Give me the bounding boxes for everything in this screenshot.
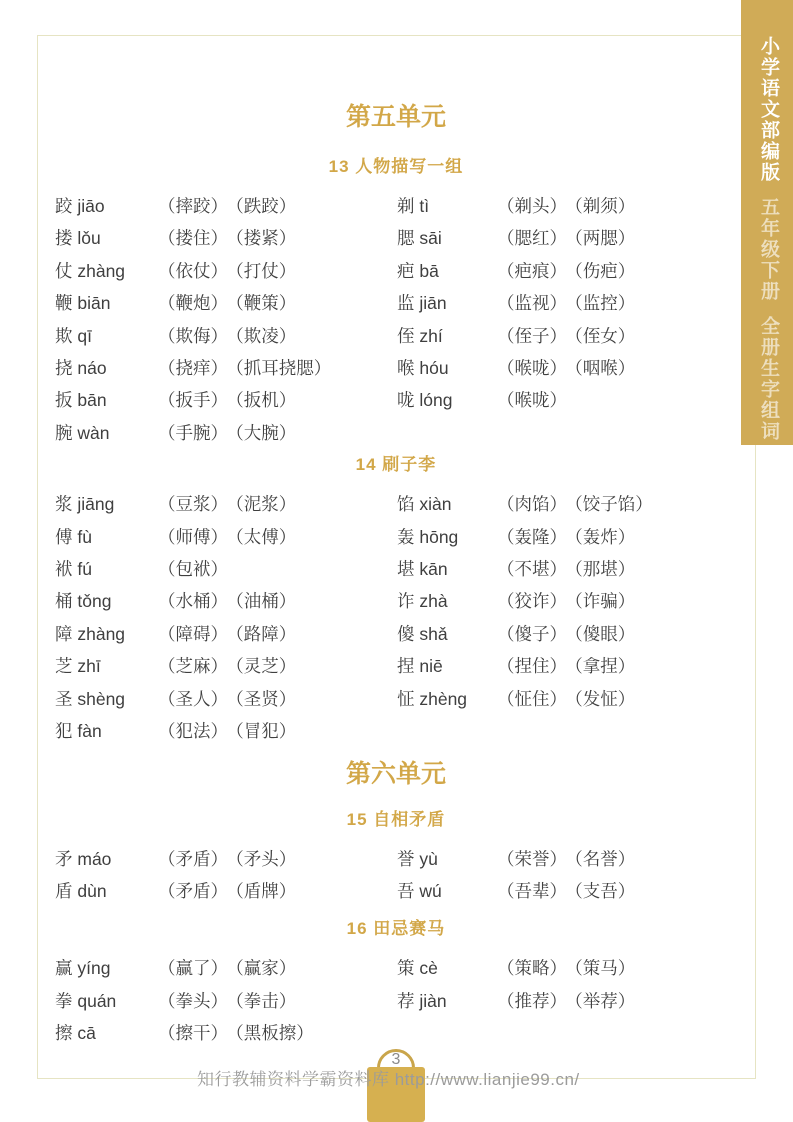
entry-word-group: （名誉）: [574, 848, 636, 869]
entry-pinyin: jiàn: [414, 990, 447, 1011]
entry-words: [497, 261, 642, 281]
entry-label: [397, 585, 497, 617]
entry-word-group: （矛盾）: [158, 848, 228, 869]
section-16-header: 16 田忌赛马: [346, 919, 446, 939]
entry-words: [497, 624, 642, 644]
entry-word-group: （赢家）: [235, 958, 297, 979]
vocab-entry: [397, 352, 755, 384]
entry-words: [158, 196, 303, 216]
entry-character: 吾: [397, 880, 415, 901]
entry-pinyin: shèng: [72, 688, 126, 709]
entry-word-group: （冒犯）: [235, 721, 297, 742]
entry-word-group: （泥浆）: [235, 494, 297, 515]
entry-label: [397, 618, 497, 650]
sidebar-grade-label: 五年级下册: [758, 197, 779, 302]
entry-pinyin: kān: [414, 559, 448, 580]
entry-word-group: （推荐）: [497, 990, 567, 1011]
entry-label: [55, 683, 158, 715]
unit-5-title: 第五单元: [345, 103, 446, 131]
entry-character: 仗: [55, 260, 73, 281]
entry-pinyin: zhà: [414, 591, 448, 612]
entry-word-group: （怔住）: [497, 688, 567, 709]
sidebar-edition-label: 小学语文部编版: [758, 36, 779, 183]
entry-word-group: （侄女）: [574, 325, 636, 346]
entry-character: 监: [397, 293, 415, 314]
vocab-entry: [397, 985, 755, 1017]
vocab-entry: [397, 222, 755, 254]
entry-words: [497, 390, 574, 410]
vocab-entry: [55, 384, 397, 416]
entry-label: [55, 650, 158, 682]
entry-words: [497, 228, 642, 248]
entry-character: 轰: [397, 526, 415, 547]
entry-character: 欺: [55, 325, 73, 346]
entry-word-group: （举荐）: [574, 990, 636, 1011]
entry-label: [55, 553, 158, 585]
entry-character: 犯: [55, 721, 73, 742]
entry-word-group: （打仗）: [235, 260, 297, 281]
entry-word-group: （跌跤）: [235, 196, 297, 216]
entry-word-group: （矛盾）: [158, 880, 228, 901]
entry-word-group: （拳头）: [158, 990, 228, 1011]
entry-label: [55, 715, 158, 747]
entry-label: [55, 521, 158, 553]
entry-word-group: （咽喉）: [574, 358, 636, 379]
entry-label: [55, 255, 158, 287]
vocab-column-left: [55, 488, 397, 747]
entry-pinyin: yíng: [72, 958, 111, 979]
entry-character: 浆: [55, 494, 73, 515]
entry-label: [55, 320, 158, 352]
entry-pinyin: tǒng: [72, 591, 112, 612]
entry-word-group: （抓耳挠腮）: [235, 358, 332, 379]
vocab-entry: [397, 190, 755, 222]
entry-character: 腕: [55, 422, 73, 443]
entry-word-group: （犯法）: [158, 721, 228, 742]
entry-word-group: （水桶）: [158, 591, 228, 612]
entry-label: [55, 417, 158, 449]
entry-label: [397, 384, 497, 416]
entry-pinyin: zhàng: [72, 623, 126, 644]
entry-character: 咙: [397, 390, 415, 411]
entry-words: [158, 991, 303, 1011]
entry-word-group: （狡诈）: [497, 591, 567, 612]
vocab-entry: [397, 618, 755, 650]
entry-word-group: （监视）: [497, 293, 567, 314]
page-number: 3: [391, 1051, 401, 1068]
entry-words: [497, 881, 642, 901]
entry-word-group: （油桶）: [235, 591, 297, 612]
section-14-header: 14 刷子李: [355, 455, 437, 475]
entry-word-group: （路障）: [235, 623, 297, 644]
entry-word-group: （侄子）: [497, 325, 567, 346]
entry-character: 盾: [55, 880, 73, 901]
vocab-entry: [397, 553, 755, 585]
entry-pinyin: zhèng: [414, 688, 468, 709]
section-14-body: [37, 488, 755, 747]
entry-word-group: （扳手）: [158, 390, 228, 411]
vocab-entry: [55, 255, 397, 287]
vocab-entry: [397, 384, 755, 416]
section-16-body: [37, 952, 755, 1049]
entry-pinyin: náo: [72, 358, 107, 379]
vocab-entry: [397, 683, 755, 715]
entry-word-group: （芝麻）: [158, 656, 228, 677]
entry-words: [158, 527, 303, 547]
entry-pinyin: lóng: [414, 390, 453, 411]
entry-label: [55, 952, 158, 984]
vocab-column-left: [55, 843, 397, 908]
entry-word-group: （搂住）: [158, 228, 228, 249]
entry-pinyin: wàn: [72, 422, 110, 443]
entry-words: [158, 849, 303, 869]
entry-character: 誉: [397, 848, 415, 869]
entry-word-group: （包袱）: [158, 559, 228, 580]
entry-words: [158, 1023, 321, 1043]
vocab-entry: [397, 875, 755, 907]
vocab-entry: [55, 875, 397, 907]
entry-label: [397, 843, 497, 875]
entry-pinyin: máo: [72, 848, 112, 869]
entry-word-group: （傻眼）: [574, 623, 636, 644]
vocab-entry: [55, 521, 397, 553]
entry-pinyin: cè: [414, 958, 438, 979]
entry-label: [397, 875, 497, 907]
entry-words: [497, 849, 642, 869]
vocab-entry: [397, 488, 755, 520]
section-15-header: 15 自相矛盾: [346, 809, 446, 829]
entry-character: 拳: [55, 990, 73, 1011]
vocab-column-right: [397, 843, 755, 908]
entry-words: [158, 293, 303, 313]
entry-pinyin: zhī: [72, 656, 101, 677]
entry-pinyin: zhí: [414, 325, 443, 346]
entry-label: [397, 222, 497, 254]
entry-words: [497, 656, 642, 676]
entry-character: 侄: [397, 325, 415, 346]
vocab-column-right: [397, 952, 755, 1049]
entry-word-group: （荣誉）: [497, 848, 567, 869]
vocab-content: [37, 35, 755, 1050]
entry-word-group: （矛头）: [235, 848, 297, 869]
entry-character: 赢: [55, 958, 73, 979]
entry-word-group: （吾辈）: [497, 880, 567, 901]
entry-word-group: （豆浆）: [158, 494, 228, 515]
vocab-entry: [397, 521, 755, 553]
entry-word-group: （扳机）: [235, 390, 297, 411]
vocab-entry: [55, 287, 397, 319]
vocab-entry: [55, 585, 397, 617]
unit-6-title: 第六单元: [345, 759, 446, 788]
entry-pinyin: zhàng: [72, 260, 126, 281]
vocab-entry: [55, 190, 397, 222]
entry-word-group: （搂紧）: [235, 228, 297, 249]
entry-label: [55, 843, 158, 875]
entry-label: [397, 190, 497, 222]
entry-character: 扳: [55, 390, 73, 411]
entry-word-group: （依仗）: [158, 260, 228, 281]
entry-character: 诈: [397, 591, 415, 612]
entry-character: 圣: [55, 688, 73, 709]
entry-character: 喉: [397, 358, 415, 379]
entry-pinyin: lǒu: [72, 228, 101, 249]
entry-words: [158, 390, 303, 410]
section-13-body: [37, 190, 755, 449]
entry-character: 傅: [55, 526, 73, 547]
vocab-entry: [397, 585, 755, 617]
entry-word-group: （监控）: [574, 293, 636, 314]
entry-word-group: （欺凌）: [235, 325, 297, 346]
entry-word-group: （伤疤）: [574, 260, 636, 281]
entry-word-group: （摔跤）: [158, 196, 228, 216]
vocab-entry: [397, 952, 755, 984]
entry-words: [158, 423, 303, 443]
entry-words: [497, 293, 642, 313]
entry-words: [158, 624, 303, 644]
entry-words: [497, 991, 642, 1011]
entry-words: [158, 559, 235, 579]
entry-label: [55, 384, 158, 416]
vocab-column-left: [55, 190, 397, 449]
entry-label: [397, 521, 497, 553]
entry-word-group: （大腕）: [235, 422, 297, 443]
footer-text: 知行教辅资料学霸资料库 http://www.lianjie99.cn/: [197, 1070, 580, 1089]
vocab-entry: [397, 287, 755, 319]
entry-label: [55, 1017, 158, 1049]
entry-character: 擦: [55, 1023, 73, 1044]
vocab-column-right: [397, 190, 755, 449]
entry-character: 馅: [397, 494, 415, 515]
entry-words: [158, 261, 303, 281]
entry-word-group: （发怔）: [574, 688, 636, 709]
entry-character: 跤: [55, 196, 73, 216]
entry-pinyin: niē: [414, 656, 443, 677]
section-13-header: 13 人物描写一组: [328, 157, 464, 176]
vocab-entry: [55, 843, 397, 875]
entry-words: [497, 559, 642, 579]
vocab-entry: [55, 952, 397, 984]
entry-words: [497, 358, 642, 378]
entry-label: [55, 488, 158, 520]
vocab-entry: [397, 650, 755, 682]
entry-label: [397, 683, 497, 715]
vocab-column-left: [55, 952, 397, 1049]
entry-character: 傻: [397, 623, 415, 644]
entry-pinyin: hōng: [414, 526, 459, 547]
entry-word-group: （赢了）: [158, 958, 228, 979]
entry-words: [497, 958, 642, 978]
entry-word-group: （太傅）: [235, 526, 297, 547]
sidebar-subtitle-label: 全册生字组词: [758, 316, 779, 442]
entry-word-group: （轰隆）: [497, 526, 567, 547]
entry-words: [158, 358, 338, 378]
entry-words: [158, 326, 303, 346]
entry-character: 矛: [55, 848, 73, 869]
entry-word-group: （喉咙）: [497, 390, 567, 411]
entry-pinyin: bān: [72, 390, 107, 411]
entry-word-group: （障碍）: [158, 623, 228, 644]
vocab-entry: [397, 843, 755, 875]
entry-label: [397, 352, 497, 384]
entry-character: 疤: [397, 260, 415, 281]
entry-word-group: （剃须）: [574, 196, 636, 216]
vocab-entry: [55, 683, 397, 715]
entry-word-group: （不堪）: [497, 559, 567, 580]
entry-words: [158, 721, 303, 741]
entry-word-group: （诈骗）: [574, 591, 636, 612]
entry-word-group: （圣人）: [158, 688, 228, 709]
vocab-entry: [55, 553, 397, 585]
entry-pinyin: bā: [414, 260, 439, 281]
entry-label: [55, 875, 158, 907]
entry-label: [397, 488, 497, 520]
entry-words: [497, 591, 642, 611]
vocab-entry: [55, 650, 397, 682]
entry-label: [55, 222, 158, 254]
entry-word-group: （轰炸）: [574, 526, 636, 547]
entry-label: [55, 985, 158, 1017]
entry-character: 搂: [55, 228, 73, 249]
entry-word-group: （挠痒）: [158, 358, 228, 379]
entry-character: 障: [55, 623, 73, 644]
entry-pinyin: quán: [72, 990, 117, 1011]
entry-words: [497, 689, 642, 709]
entry-word-group: （疤痕）: [497, 260, 567, 281]
entry-label: [55, 352, 158, 384]
entry-character: 荐: [397, 990, 415, 1011]
entry-words: [497, 494, 660, 514]
entry-character: 剃: [397, 196, 415, 216]
entry-pinyin: jiāo: [72, 196, 105, 216]
entry-word-group: （灵芝）: [235, 656, 297, 677]
entry-word-group: （盾牌）: [235, 880, 297, 901]
entry-word-group: （傻子）: [497, 623, 567, 644]
entry-pinyin: yù: [414, 848, 438, 869]
entry-words: [158, 881, 303, 901]
entry-label: [55, 585, 158, 617]
entry-words: [497, 527, 642, 547]
entry-word-group: （腮红）: [497, 228, 567, 249]
entry-word-group: （鞭策）: [235, 293, 297, 314]
entry-word-group: （喉咙）: [497, 358, 567, 379]
entry-word-group: （擦干）: [158, 1023, 228, 1044]
vocab-entry: [55, 320, 397, 352]
entry-word-group: （策马）: [574, 958, 636, 979]
entry-label: [55, 287, 158, 319]
entry-words: [158, 494, 303, 514]
entry-word-group: （肉馅）: [497, 494, 567, 515]
entry-label: [397, 553, 497, 585]
vocab-entry: [55, 715, 397, 747]
entry-character: 挠: [55, 358, 73, 379]
entry-word-group: （那堪）: [574, 559, 636, 580]
entry-word-group: （黑板擦）: [235, 1023, 314, 1044]
entry-pinyin: jiān: [414, 293, 447, 314]
entry-character: 芝: [55, 656, 73, 677]
entry-pinyin: biān: [72, 293, 111, 314]
vocab-entry: [397, 255, 755, 287]
entry-word-group: （师傅）: [158, 526, 228, 547]
entry-words: [158, 656, 303, 676]
entry-words: [497, 326, 642, 346]
entry-character: 腮: [397, 228, 415, 249]
entry-pinyin: xiàn: [414, 494, 452, 515]
entry-words: [497, 196, 642, 216]
entry-character: 策: [397, 958, 415, 979]
entry-character: 袱: [55, 559, 73, 580]
entry-label: [55, 618, 158, 650]
entry-character: 鞭: [55, 293, 73, 314]
entry-word-group: （拳击）: [235, 990, 297, 1011]
vocab-entry: [55, 417, 397, 449]
vocab-column-right: [397, 488, 755, 747]
entry-pinyin: cā: [72, 1023, 96, 1044]
entry-character: 捏: [397, 656, 415, 677]
vocab-entry: [55, 985, 397, 1017]
entry-label: [55, 190, 158, 222]
entry-words: [158, 591, 303, 611]
entry-label: [397, 952, 497, 984]
vocab-entry: [55, 618, 397, 650]
entry-pinyin: wú: [414, 880, 442, 901]
entry-label: [397, 320, 497, 352]
entry-word-group: （饺子馅）: [574, 494, 653, 515]
entry-words: [158, 689, 303, 709]
entry-word-group: （圣贤）: [235, 688, 297, 709]
entry-label: [397, 650, 497, 682]
entry-word-group: （支吾）: [574, 880, 636, 901]
entry-pinyin: shǎ: [414, 623, 448, 644]
entry-word-group: （两腮）: [574, 228, 636, 249]
section-15-body: [37, 843, 755, 908]
entry-word-group: （鞭炮）: [158, 293, 228, 314]
entry-word-group: （捏住）: [497, 656, 567, 677]
vocab-entry: [55, 1017, 397, 1049]
entry-pinyin: sāi: [414, 228, 442, 249]
entry-words: [158, 228, 303, 248]
entry-pinyin: fù: [72, 526, 92, 547]
vocab-entry: [397, 320, 755, 352]
entry-label: [397, 985, 497, 1017]
entry-word-group: （手腕）: [158, 422, 228, 443]
entry-pinyin: qī: [72, 325, 92, 346]
entry-word-group: （欺侮）: [158, 325, 228, 346]
entry-character: 堪: [397, 559, 415, 580]
entry-word-group: （策略）: [497, 958, 567, 979]
entry-pinyin: tì: [414, 196, 430, 216]
vocab-entry: [55, 352, 397, 384]
entry-label: [397, 287, 497, 319]
entry-pinyin: fú: [72, 559, 92, 580]
entry-pinyin: dùn: [72, 880, 107, 901]
entry-words: [158, 958, 303, 978]
entry-pinyin: hóu: [414, 358, 449, 379]
entry-character: 怔: [397, 688, 415, 709]
entry-character: 桶: [55, 591, 73, 612]
entry-word-group: （剃头）: [497, 196, 567, 216]
entry-label: [397, 255, 497, 287]
vocab-entry: [55, 222, 397, 254]
entry-pinyin: fàn: [72, 721, 102, 742]
entry-word-group: （拿捏）: [574, 656, 636, 677]
vocab-entry: [55, 488, 397, 520]
entry-pinyin: jiāng: [72, 494, 115, 515]
sidebar-banner: [741, 0, 793, 445]
